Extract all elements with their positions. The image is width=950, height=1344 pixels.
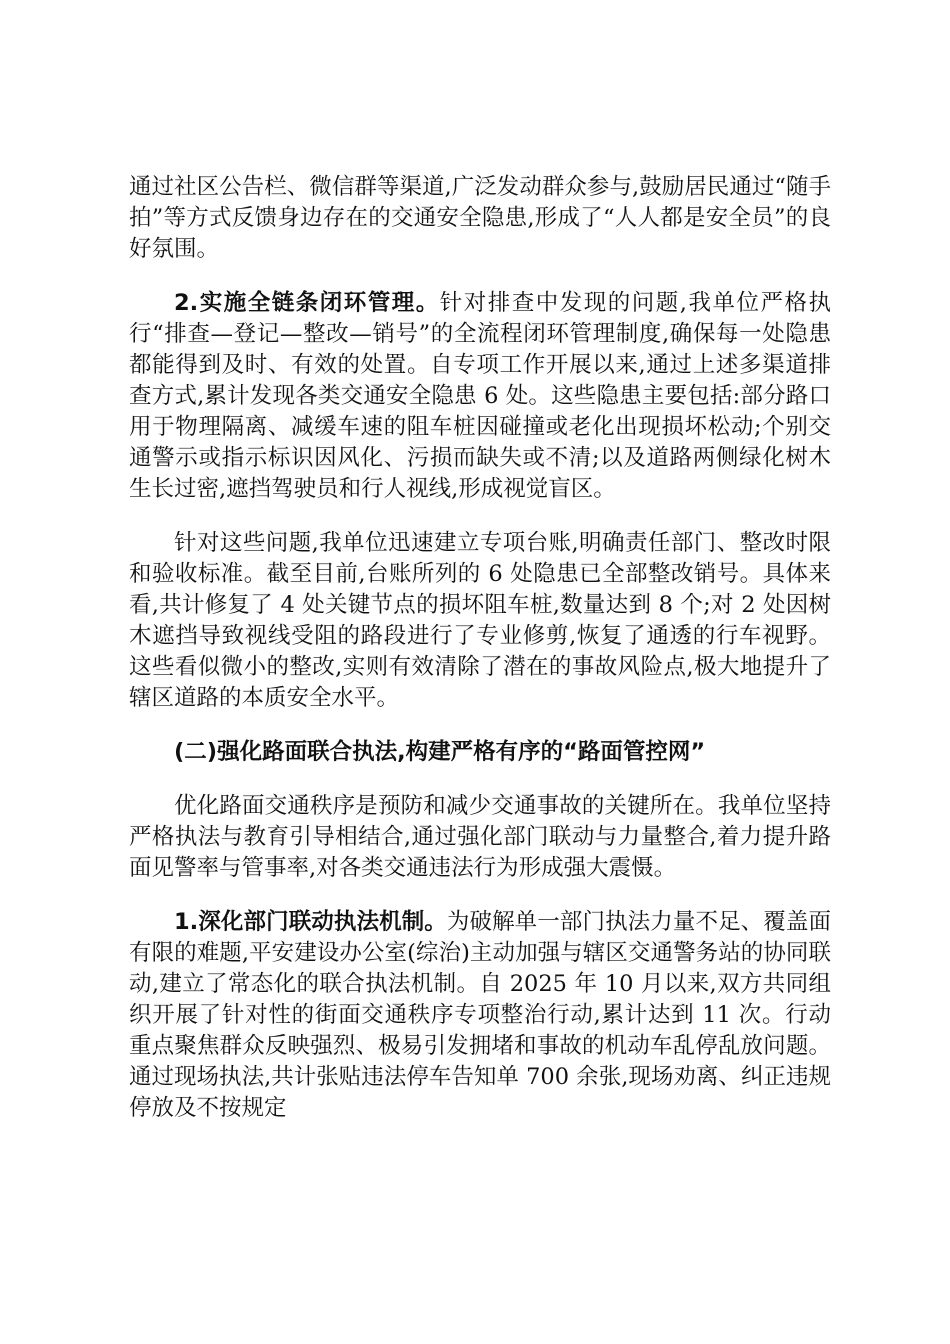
paragraph-community-participation: 通过社区公告栏、微信群等渠道,广泛发动群众参与,鼓励居民通过“随手拍”等方式反馈身边存在的交通安全隐患,形成了“人人都是安全员”的良好氛围。: [129, 174, 831, 262]
paragraph-closed-loop-body: 针对排查中发现的问题,我单位严格执行“排查—登记—整改—销号”的全流程闭环管理制度,确保每一处隐患都能得到及时、有效的处置。自专项工作开展以来,通过上述多渠道排查方式,累计发现各类交通安全隐患 6 处。这些隐患主要包括:部分路口用于物理隔离、减缓车速的阻车桩因碰撞或老化出现损坏松动;个别交通警示或指示标识因风化、污损而缺失或不清;以及道路两侧绿化树木生长过密,遮挡驾驶员和行人视线,形成视觉盲区。: [129, 290, 831, 502]
paragraph-rectification-results: 针对这些问题,我单位迅速建立专项台账,明确责任部门、整改时限和验收标准。截至目前,台账所列的 6 处隐患已全部整改销号。具体来看,共计修复了 4 处关键节点的损坏阻车桩,数量达到 8 个;对 2 处因树木遮挡导致视线受阻的路段进行了专业修剪,恢复了通透的行车视野。这些看似微小的整改,实则有效清除了潜在的事故风险点,极大地提升了辖区道路的本质安全水平。: [129, 530, 831, 711]
section-heading-joint-enforcement: (二)强化路面联合执法,构建严格有序的“路面管控网”: [174, 739, 706, 765]
subheading-closed-loop-management: 2.实施全链条闭环管理。: [174, 290, 440, 316]
paragraph-road-order-intro: 优化路面交通秩序是预防和减少交通事故的关键所在。我单位坚持严格执法与教育引导相结合,通过强化部门联动与力量整合,着力提升路面见警率与管事率,对各类交通违法行为形成强大震慑。: [129, 793, 831, 881]
document-page: [129, 172, 831, 1124]
paragraph-joint-enforcement-mechanism: [129, 907, 831, 1124]
paragraph-joint-enforcement-body: 为破解单一部门执法力量不足、覆盖面有限的难题,平安建设办公室(综治)主动加强与辖区交通警务站的协同联动,建立了常态化的联合执法机制。自 2025 年 10 月以来,双方共同组织开展了针对性的街面交通秩序专项整治行动,累计达到 11 次。行动重点聚焦群众反映强烈、极易引发拥堵和事故的机动车乱停乱放问题。通过现场执法,共计张贴违法停车告知单 700 余张,现场劝离、纠正违规停放及不按规定: [129, 909, 831, 1121]
paragraph-closed-loop-management: [129, 288, 831, 505]
subheading-joint-enforcement-mechanism: 1.深化部门联动执法机制。: [174, 909, 447, 935]
